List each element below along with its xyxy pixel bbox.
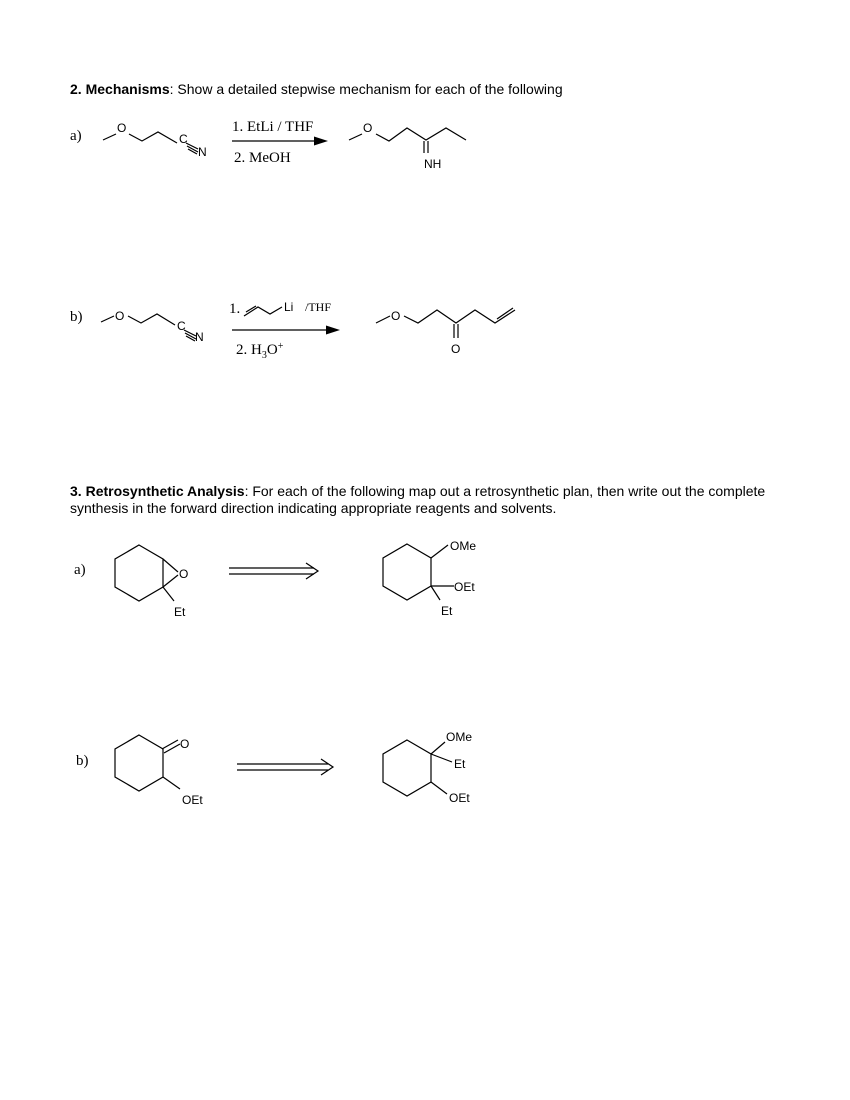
retrosynthesis-a-epoxide-ring bbox=[115, 545, 163, 601]
mechanism-b-nitrile-nitrogen: N bbox=[195, 330, 204, 344]
section-2-title: Mechanisms bbox=[85, 81, 170, 97]
section-3-instruction: : For each of the following map out a retrosynthetic plan, then write out the complete synthesis in the forward direction indicating appropriate reagents and solvents. bbox=[70, 483, 766, 516]
retrosynthesis-b-scheme bbox=[0, 720, 850, 820]
retrosynthesis-a-precursor-ring bbox=[383, 544, 431, 600]
retrosynthesis-a-ome-bond bbox=[431, 545, 448, 558]
mechanism-b-step-1-number: 1. bbox=[229, 301, 241, 317]
section-2-instruction: : Show a detailed stepwise mechanism for each of the following bbox=[169, 81, 563, 97]
mechanism-b-product-oxygen: O bbox=[391, 309, 401, 323]
mechanism-b-product-bond bbox=[376, 316, 390, 323]
mechanism-a-scheme bbox=[0, 110, 850, 190]
retrosynthesis-b-precursor-ring bbox=[383, 740, 431, 796]
mechanism-a-product-chain bbox=[376, 128, 466, 141]
retrosynthesis-b-oet: OEt bbox=[182, 793, 203, 807]
mechanism-a-sm-bond bbox=[103, 134, 116, 140]
retrosynthesis-b-ome-bond bbox=[431, 742, 445, 754]
section-2-heading bbox=[70, 81, 810, 98]
retrosynthesis-a-epoxide-bond bbox=[163, 559, 178, 572]
mechanism-a-sm-oxygen: O bbox=[117, 121, 127, 135]
mechanism-b-scheme bbox=[0, 290, 850, 380]
mechanism-a-nitrile-carbon: C bbox=[179, 132, 188, 146]
retrosynthesis-b-oet-bond-precursor bbox=[431, 782, 447, 794]
retrosynthesis-b-ome: OMe bbox=[446, 730, 473, 744]
mechanism-a-imine-nh: NH bbox=[424, 157, 442, 171]
mechanism-b-step-2: 2. $H_3O^+$ bbox=[236, 341, 284, 361]
retrosynthesis-b-oet-precursor: OEt bbox=[449, 791, 470, 805]
mechanism-a-arrowhead bbox=[314, 137, 328, 146]
retrosynthesis-b-et-bond bbox=[431, 754, 452, 762]
retrosynthesis-a-label: a) bbox=[74, 562, 86, 578]
section-3-heading bbox=[70, 483, 790, 517]
mechanism-a-sm-chain bbox=[129, 132, 177, 143]
retrosynthesis-a-oet: OEt bbox=[454, 580, 475, 594]
mechanism-a-step-2: 2. MeOH bbox=[234, 150, 291, 166]
retrosynthesis-a-et: Et bbox=[441, 604, 453, 618]
retrosynthesis-a-ethyl: Et bbox=[174, 605, 186, 619]
section-3-number: 3. bbox=[70, 483, 82, 499]
mechanism-b-sm-bond bbox=[101, 316, 114, 322]
mechanism-b-nitrile-carbon: C bbox=[177, 319, 186, 333]
retrosynthesis-b-et: Et bbox=[454, 757, 466, 771]
retrosynthesis-b-cyclohexanone-ring bbox=[115, 735, 163, 791]
retrosynthesis-a-ome: OMe bbox=[450, 539, 477, 553]
mechanism-b-label: b) bbox=[70, 309, 83, 325]
section-2-number: 2. bbox=[70, 81, 82, 97]
retrosynthesis-b-label: b) bbox=[76, 753, 89, 769]
retrosynthesis-b-carbonyl-oxygen: O bbox=[180, 737, 190, 751]
retrosynthesis-a-epoxide-oxygen: O bbox=[179, 567, 189, 581]
retrosynthesis-b-oet-bond bbox=[163, 777, 180, 789]
retrosynthesis-a-ethyl-bond bbox=[163, 587, 174, 601]
retrosynthesis-b-carbonyl-bond bbox=[162, 740, 178, 749]
section-3-title: Retrosynthetic Analysis bbox=[85, 483, 245, 499]
mechanism-b-sm-oxygen: O bbox=[115, 309, 125, 323]
mechanism-b-carbonyl-oxygen: O bbox=[451, 342, 461, 356]
mechanism-b-allyl-lithium bbox=[244, 307, 282, 316]
mechanism-a-product-oxygen: O bbox=[363, 121, 373, 135]
mechanism-a-step-1: 1. EtLi / THF bbox=[232, 119, 314, 135]
mechanism-a-nitrile-nitrogen: N bbox=[198, 145, 207, 159]
retrosynthesis-a-et-bond bbox=[431, 586, 440, 600]
mechanism-b-step-1-solvent: /THF bbox=[305, 300, 332, 314]
retrosynthesis-a-scheme bbox=[0, 530, 850, 630]
mechanism-a-label: a) bbox=[70, 128, 82, 144]
mechanism-b-product-chain bbox=[404, 310, 515, 323]
mechanism-b-sm-chain bbox=[128, 314, 175, 325]
mechanism-a-product-bond bbox=[349, 134, 362, 140]
mechanism-b-arrowhead bbox=[326, 326, 340, 335]
mechanism-b-step-1-li: Li bbox=[284, 300, 294, 314]
